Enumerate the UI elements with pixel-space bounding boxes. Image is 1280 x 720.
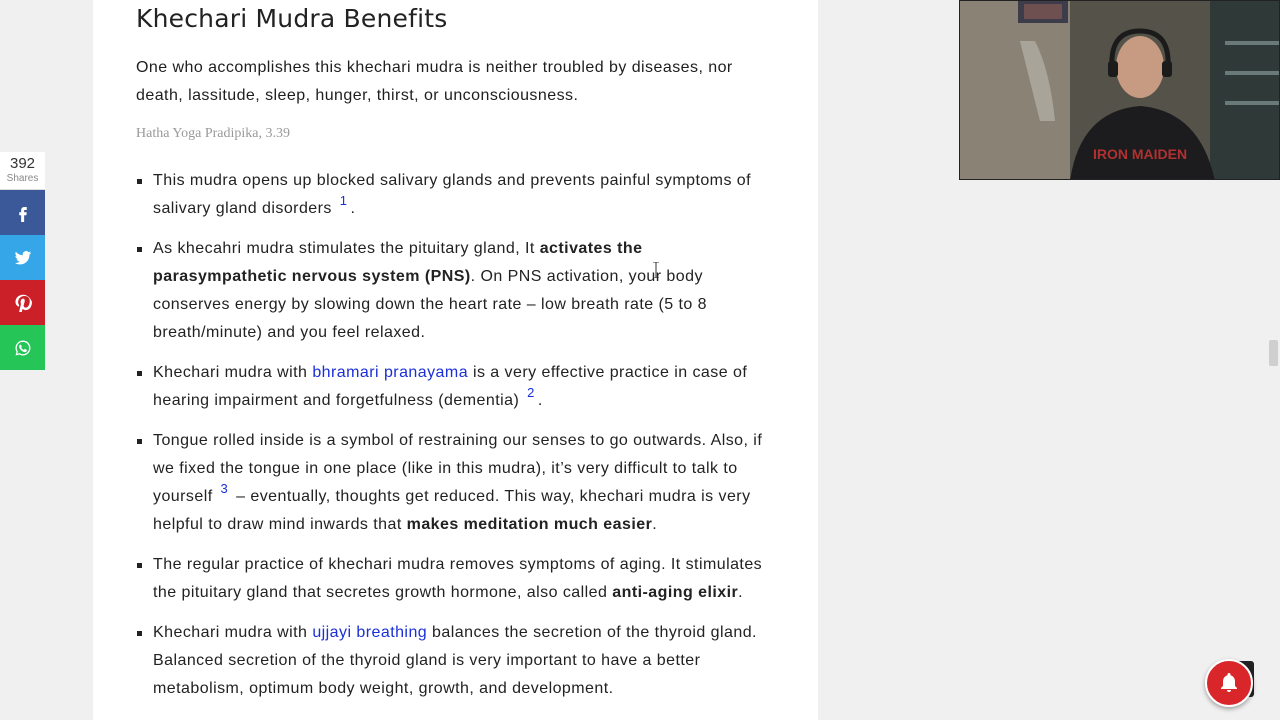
text-cursor-icon [652, 262, 660, 278]
share-count [0, 152, 45, 190]
share-count-number: 392 [9, 155, 36, 172]
list-item: Khechari mudra with ujjayi breathing balances the secretion of the thyroid gland. Balanced secretion of the thyroid gland is very important to have a better metabolism, optimum body weight, growth, and development. [136, 619, 776, 703]
section-heading: Khechari Mudra Benefits [136, 4, 448, 33]
twitter-share-button[interactable] [0, 235, 45, 280]
social-share-bar [0, 152, 45, 370]
bold-text: anti-aging elixir [612, 584, 739, 601]
list-item: This mudra opens up blocked salivary glands and prevents painful symptoms of salivary gland disorders $^1$ . [136, 167, 776, 223]
benefits-list [136, 167, 776, 715]
quote-citation: Hatha Yoga Pradipika, 3.39 [136, 126, 290, 141]
list-item: Khechari mudra with bhramari pranayama is a very effective practice in case of hearing impairment and forgetfulness (dementia) $^2$ . [136, 359, 776, 415]
pinterest-icon [14, 294, 32, 312]
share-count-label: Shares [6, 173, 39, 184]
twitter-icon [14, 249, 32, 267]
webcam-overlay [959, 0, 1280, 180]
list-item: As khecahri mudra stimulates the pituitary gland, It activates the parasympathetic nervous system (PNS). On PNS activation, your body conserves energy by slowing down the heart rate – low breath rate (5 to 8 breath/minute) and you feel relaxed. [136, 235, 776, 347]
list-item: The regular practice of khechari mudra removes symptoms of aging. It stimulates the pituitary gland that secretes growth hormone, also called anti-aging elixir. [136, 551, 776, 607]
svg-text:IRON MAIDEN: IRON MAIDEN [1092, 146, 1188, 162]
article-content [93, 0, 818, 720]
footnote-ref-link[interactable]: 1 [339, 193, 348, 208]
intro-quote: One who accomplishes this khechari mudra is neither troubled by diseases, nor death, lassitude, sleep, hunger, thirst, or unconsciousness. [136, 59, 733, 104]
bhramari-pranayama-link[interactable]: bhramari pranayama [312, 364, 469, 381]
whatsapp-icon [14, 339, 32, 357]
facebook-share-button[interactable] [0, 190, 45, 235]
footnote-ref-link[interactable]: 3 [220, 481, 229, 496]
webcam-video-image [960, 1, 1280, 180]
bold-text: makes meditation much easier [406, 516, 653, 533]
facebook-icon [14, 204, 32, 222]
pinterest-share-button[interactable] [0, 280, 45, 325]
scrollbar-thumb[interactable] [1269, 340, 1278, 366]
bold-text: activates the parasympathetic nervous system (PNS) [153, 240, 643, 285]
ujjayi-breathing-link[interactable]: ujjayi breathing [312, 624, 428, 641]
footnote-ref-link[interactable]: 2 [527, 385, 535, 400]
notification-bell-button[interactable] [1205, 659, 1253, 707]
whatsapp-share-button[interactable] [0, 325, 45, 370]
list-item: Tongue rolled inside is a symbol of restraining our senses to go outwards. Also, if we fixed the tongue in one place (like in this mudra), it’s very difficult to talk to yourself $^3$ – eventually, thoughts get reduced. This way, khechari mudra is very helpful to draw mind inwards that makes meditation much easier. [136, 427, 776, 539]
bell-icon [1217, 671, 1241, 695]
